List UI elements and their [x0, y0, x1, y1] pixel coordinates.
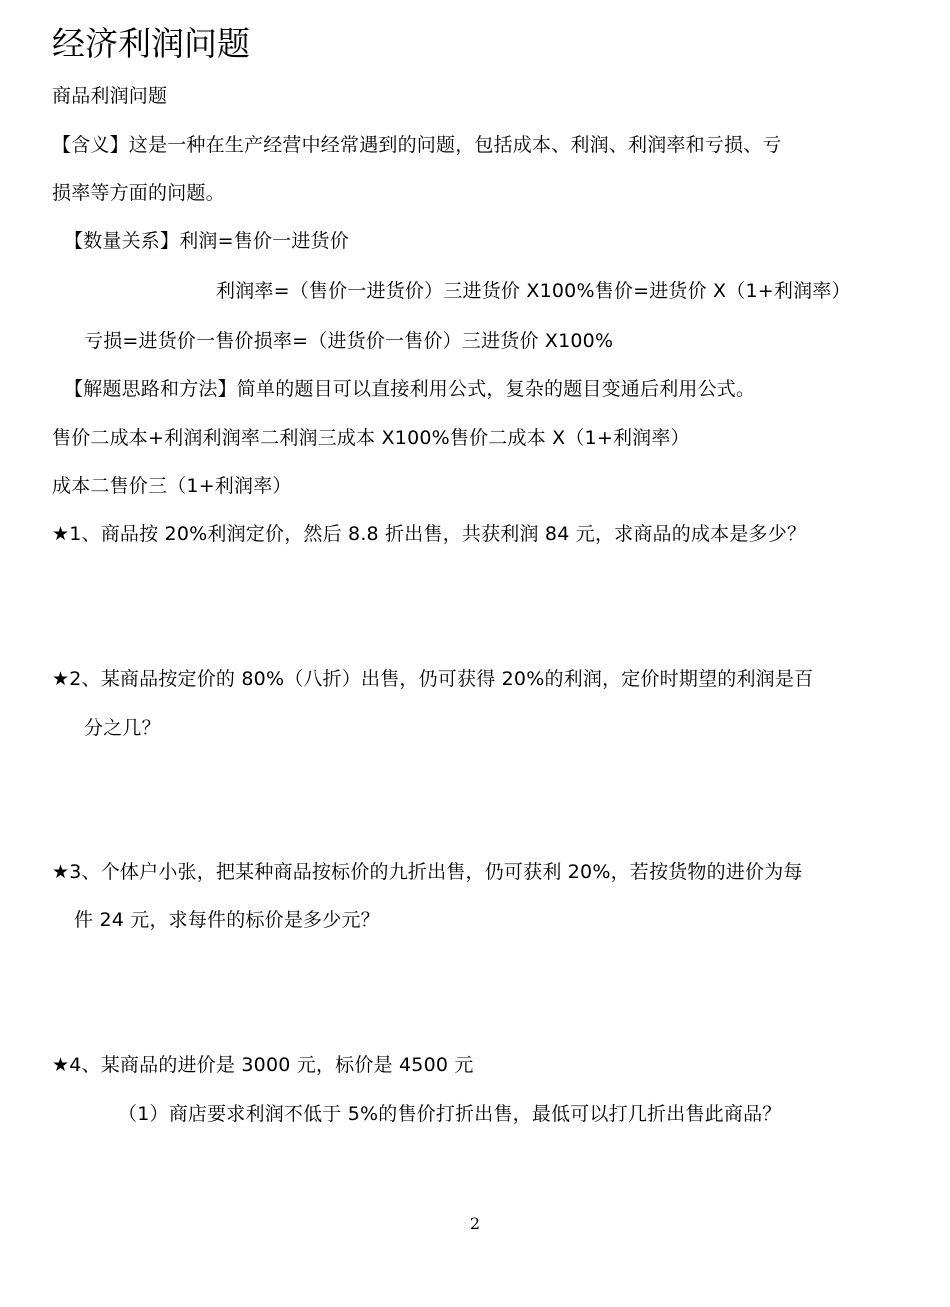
page-number: 2: [469, 1214, 481, 1233]
formula-price: 售价二成本+利润利润率二利润三成本 X100%售价二成本 X（1+利润率）: [52, 427, 690, 449]
question-2-line1: ★2、某商品按定价的 80%（八折）出售，仍可获得 20%的利润，定价时期望的利润是百: [52, 668, 814, 690]
section-subtitle: 商品利润问题: [52, 85, 168, 107]
question-2-line2: 分之几？: [84, 717, 161, 739]
formula-profit-rate: 利润率=（售价一进货价）三进货价 X100%售价=进货价 X（1+利润率）: [216, 280, 851, 302]
question-3-line1: ★3、个体户小张，把某种商品按标价的九折出售，仍可获利 20%，若按货物的进价为每: [52, 861, 803, 883]
question-1: ★1、商品按 20%利润定价，然后 8.8 折出售，共获利润 84 元，求商品的成本是多少？: [52, 523, 807, 545]
page-title: 经济利润问题: [52, 24, 250, 63]
question-3-line2: 件 24 元，求每件的标价是多少元？: [74, 909, 380, 931]
formula-cost: 成本二售价三（1+利润率）: [52, 475, 292, 497]
question-4-sub-1: （1）商店要求利润不低于 5%的售价打折出售，最低可以打几折出售此商品？: [118, 1103, 782, 1125]
meaning-paragraph-line2: 损率等方面的问题。: [52, 182, 225, 204]
question-4: ★4、某商品的进价是 3000 元，标价是 4500 元: [52, 1054, 474, 1076]
meaning-paragraph-line1: 【含义】这是一种在生产经营中经常遇到的问题，包括成本、利润、利润率和亏损、亏: [52, 134, 782, 156]
formula-loss: 亏损=进货价一售价损率=（进货价一售价）三进货价 X100%: [84, 330, 614, 352]
method-line: 【解题思路和方法】简单的题目可以直接利用公式，复杂的题目变通后利用公式。: [64, 378, 756, 400]
quantity-relation-line: 【数量关系】利润=售价一进货价: [64, 230, 349, 252]
